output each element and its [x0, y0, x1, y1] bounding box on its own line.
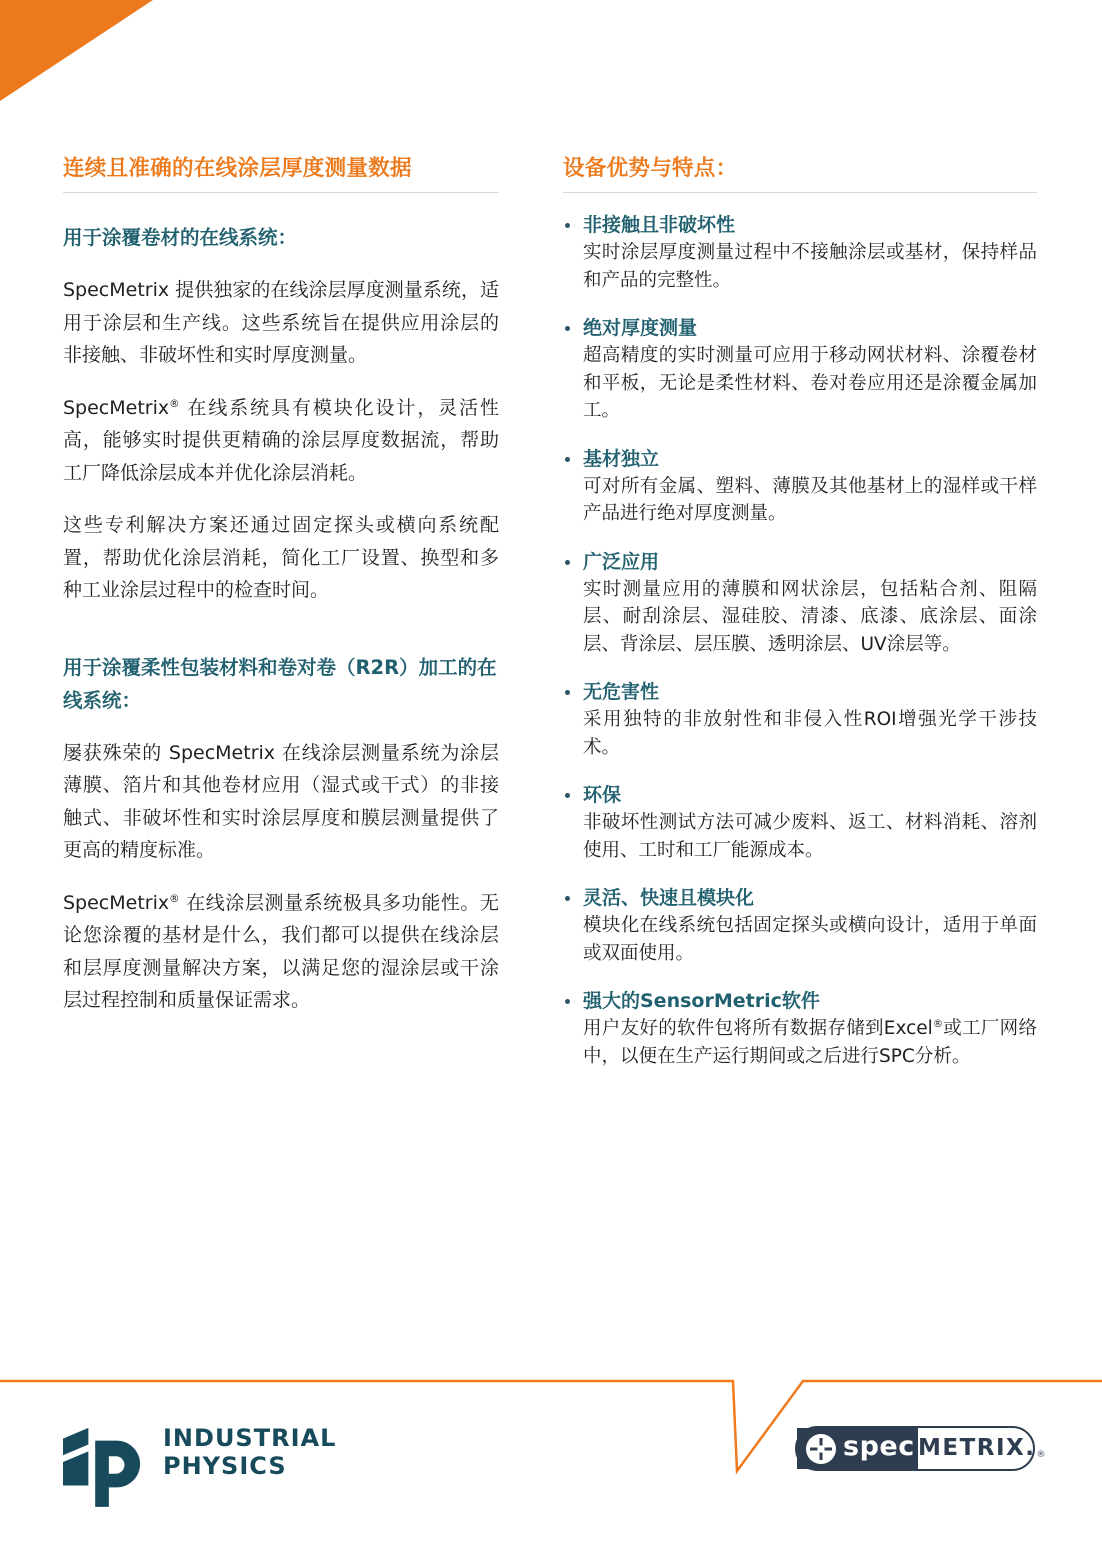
- specmetrix-left-segment: [797, 1428, 918, 1469]
- feature-body: 实时涂层厚度测量过程中不接触涂层或基材，保持样品和产品的完整性。: [583, 242, 1037, 291]
- ip-wordmark: [163, 1424, 336, 1480]
- feature-item: [563, 988, 1037, 1070]
- coil-paragraph-1: SpecMetrix 提供独家的在线涂层厚度测量系统，适用于涂层和生产线。这些系统旨在提供应用涂层的非接触、非破坏性和实时厚度测量。: [63, 279, 499, 366]
- feature-title: 无危害性: [583, 681, 660, 703]
- feature-body: 模块化在线系统包括固定探头或横向设计，适用于单面或双面使用。: [583, 915, 1037, 964]
- r2r-systems-heading: 用于涂覆柔性包装材料和卷对卷（R2R）加工的在线系统：: [63, 655, 497, 712]
- feature-item: [563, 446, 1037, 528]
- ip-wordmark-line2: PHYSICS: [163, 1452, 287, 1480]
- crosshair-icon: [806, 1434, 836, 1464]
- ip-monogram-icon: [63, 1421, 143, 1507]
- r2r-paragraph-1: 屡获殊荣的 SpecMetrix 在线涂层测量系统为涂层薄膜、箔片和其他卷材应用（湿式或干式）的非接触式、非破坏性和实时涂层厚度和膜层测量提供了更高的精度标准。: [63, 741, 499, 861]
- right-section-title: 设备优势与特点：: [563, 156, 1037, 193]
- feature-body: 超高精度的实时测量可应用于移动网状材料、涂覆卷材和平板，无论是柔性材料、卷对卷应用还是涂覆金属加工。: [583, 345, 1037, 421]
- left-section-title: 连续且准确的在线涂层厚度测量数据: [63, 156, 499, 193]
- bullet-icon: [565, 690, 570, 695]
- specmetrix-logo: [795, 1426, 1046, 1471]
- bullet-icon: [565, 223, 570, 228]
- feature-title: 非接触且非破坏性: [583, 214, 736, 236]
- feature-title: 环保: [583, 784, 622, 806]
- bullet-icon: [565, 326, 570, 331]
- feature-title: 绝对厚度测量: [583, 317, 698, 339]
- feature-title: 广泛应用: [583, 550, 660, 573]
- feature-body: 非破坏性测试方法可减少废料、返工、材料消耗、溶剂使用、工时和工厂能源成本。: [583, 812, 1037, 861]
- feature-title: 强大的SensorMetric软件: [583, 990, 820, 1012]
- feature-item: [563, 549, 1037, 659]
- feature-item: [563, 315, 1037, 425]
- feature-item: [563, 679, 1037, 761]
- r2r-paragraph-2: SpecMetrix® 在线涂层测量系统极具多功能性。无论您涂覆的基材是什么，我们都可以提供在线涂层和层厚度测量解决方案，以满足您的湿涂层或干涂层过程控制和质量保证需求。: [63, 891, 499, 1011]
- coil-paragraph-2: SpecMetrix® 在线系统具有模块化设计，灵活性高，能够实时提供更精确的涂层厚度数据流，帮助工厂降低涂层成本并优化涂层消耗。: [63, 396, 499, 484]
- specmetrix-spec-text: spec: [843, 1431, 915, 1462]
- bullet-icon: [565, 793, 570, 798]
- feature-body: 实时测量应用的薄膜和网状涂层，包括粘合剂、阻隔层、耐刮涂层、湿硅胶、清漆、底漆、底涂层、面涂层、背涂层、层压膜、透明涂层、UV涂层等。: [583, 578, 1037, 655]
- feature-item: [563, 782, 1037, 864]
- bullet-icon: [565, 999, 570, 1004]
- bullet-icon: [565, 560, 570, 565]
- feature-item: [563, 885, 1037, 967]
- specmetrix-metrix-text: METRIX.: [918, 1435, 1036, 1461]
- feature-body: 可对所有金属、塑料、薄膜及其他基材上的湿样或干样产品进行绝对厚度测量。: [583, 475, 1037, 524]
- specmetrix-right-segment: [918, 1428, 1046, 1469]
- feature-body: 采用独特的非放射性和非侵入性ROI增强光学干涉技术。: [583, 709, 1037, 758]
- left-column: [63, 156, 499, 1017]
- feature-title: 灵活、快速且模块化: [583, 887, 755, 909]
- bullet-icon: [565, 896, 570, 901]
- corner-triangle-decoration: [0, 0, 153, 101]
- feature-title: 基材独立: [583, 447, 660, 470]
- ip-wordmark-line1: INDUSTRIAL: [163, 1424, 337, 1452]
- coil-systems-heading: 用于涂覆卷材的在线系统：: [63, 226, 298, 249]
- features-list: [563, 193, 1037, 1070]
- feature-item: [563, 212, 1037, 294]
- coil-paragraph-3: 这些专利解决方案还通过固定探头或横向系统配置，帮助优化涂层消耗，简化工厂设置、换型和多种工业涂层过程中的检查时间。: [63, 514, 499, 601]
- bullet-icon: [565, 457, 570, 462]
- registered-mark: ®: [1036, 1450, 1046, 1460]
- industrial-physics-logo: [63, 1419, 336, 1507]
- right-column: [563, 156, 1037, 1091]
- feature-body: 用户友好的软件包将所有数据存储到Excel®或工厂网络中，以便在生产运行期间或之后进行SPC分析。: [583, 1018, 1037, 1067]
